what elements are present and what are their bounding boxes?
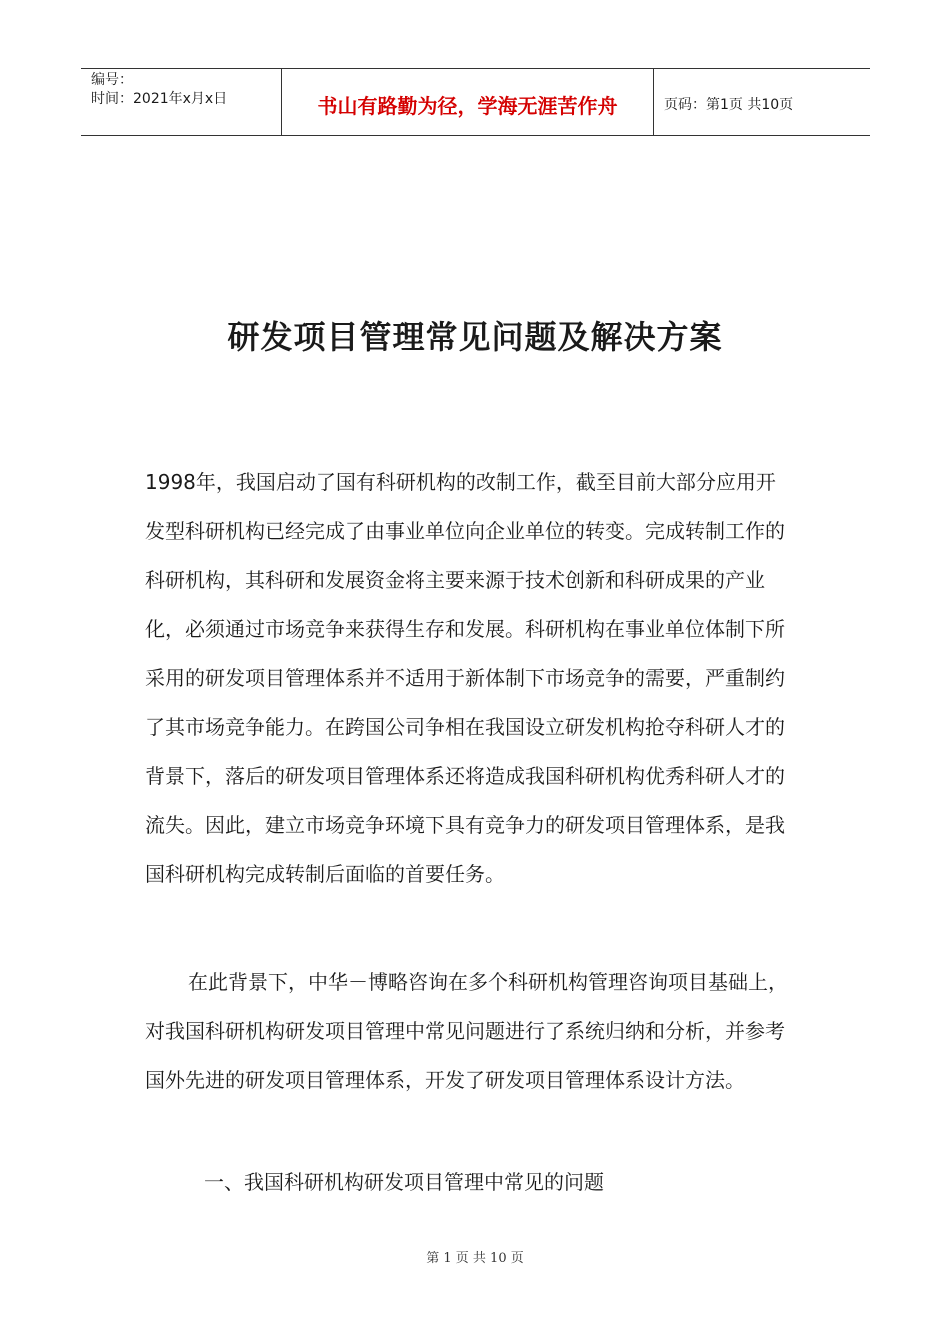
header-meta-cell bbox=[81, 69, 282, 135]
paragraph-1: 1998年，我国启动了国有科研机构的改制工作，截至目前大部分应用开发型科研机构已经完成了由事业单位向企业单位的转变。完成转制工作的科研机构，其科研和发展资金将主要来源于技术创新和科研成果的产业化，必须通过市场竞争来获得生存和发展。科研机构在事业单位体制下所采用的研发项目管理体系并不适用于新体制下市场竞争的需要，严重制约了其市场竞争能力。在跨国公司争相在我国设立研发机构抢夺科研人才的背景下，落后的研发项目管理体系还将造成我国科研机构优秀科研人才的流失。因此，建立市场竞争环境下具有竞争力的研发项目管理体系，是我国科研机构完成转制后面临的首要任务。 bbox=[145, 470, 785, 886]
document-header bbox=[81, 68, 870, 136]
header-motto: 书山有路勤为径，学海无涯苦作舟 bbox=[282, 69, 654, 135]
page-footer: 第 1 页 共 10 页 bbox=[426, 1251, 524, 1266]
header-page-info: 页码：第1页 共10页 bbox=[664, 97, 794, 113]
paragraph-2: 在此背景下，中华－博略咨询在多个科研机构管理咨询项目基础上，对我国科研机构研发项目管理中常见问题进行了系统归纳和分析，并参考国外先进的研发项目管理体系，开发了研发项目管理体系设计方法。 bbox=[145, 970, 788, 1092]
header-time-label: 时间：2021年x月x日 bbox=[91, 91, 228, 107]
document-title: 研发项目管理常见问题及解决方案 bbox=[227, 318, 723, 356]
section-heading: 一、我国科研机构研发项目管理中常见的问题 bbox=[204, 1170, 604, 1194]
header-number-label: 编号： bbox=[91, 72, 133, 88]
